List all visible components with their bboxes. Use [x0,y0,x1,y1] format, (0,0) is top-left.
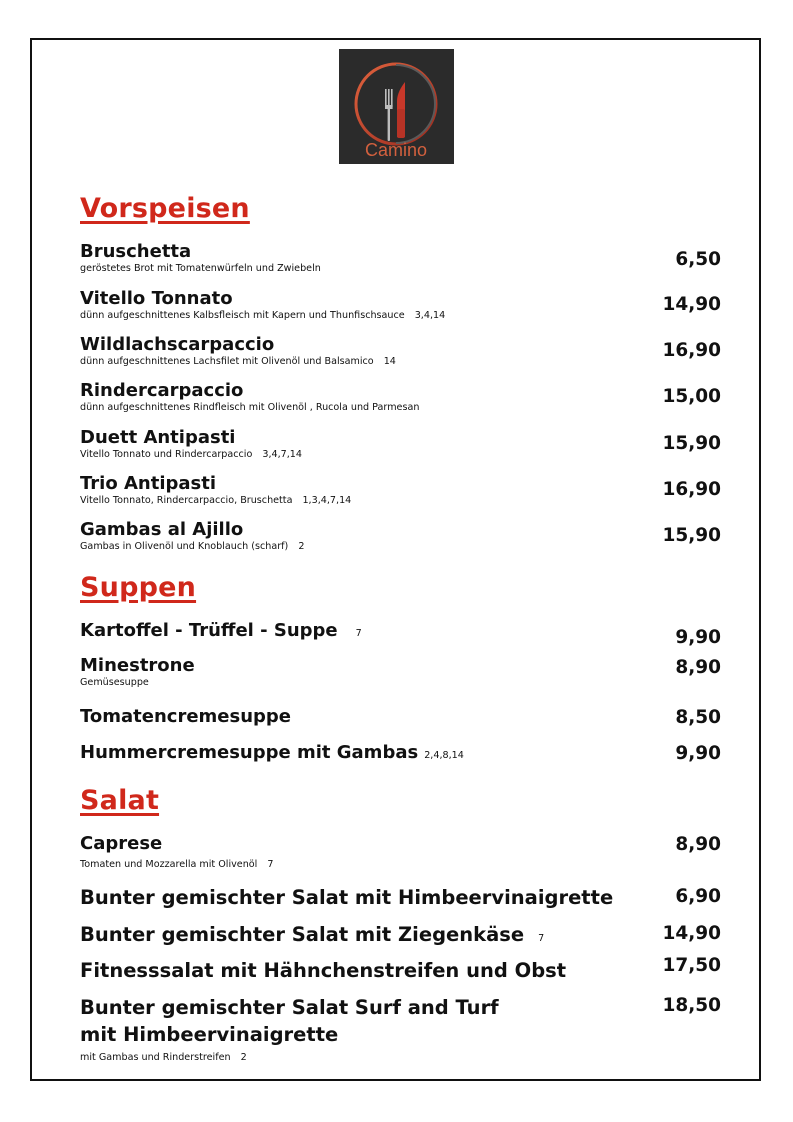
item-price: 8,50 [675,707,721,728]
menu-item [80,743,721,766]
item-description: Gemüsesuppe [80,677,149,688]
item-price: 14,90 [662,294,721,315]
allergen-codes: 3,4,7,14 [262,449,303,460]
item-price: 6,50 [675,249,721,270]
item-description: Vitello Tonnato, Rindercarpaccio, Bruschetta [80,495,293,506]
item-name: Fitnesssalat mit Hähnchenstreifen und Obst [80,959,567,982]
menu-item [80,428,721,461]
menu-item [80,884,721,911]
item-description: Tomaten und Mozzarella mit Olivenöl [80,859,258,870]
item-price: 15,90 [662,433,721,454]
item-name-line-2: mit Himbeervinaigrette [80,1023,339,1046]
fork-icon [385,89,393,141]
item-name: Caprese [80,833,163,854]
menu-item [80,381,721,414]
item-name: Duett Antipasti [80,427,236,448]
section-title-suppen: Suppen [80,572,197,603]
item-description: dünn aufgeschnittenes Rindfleisch mit Olivenöl , Rucola und Parmesan [80,402,420,413]
menu-item [80,994,721,1064]
allergen-codes: 14 [383,356,396,367]
item-name: Kartoffel - Trüffel - Suppe [80,620,338,641]
menu-item [80,957,721,984]
item-name: Gambas al Ajillo [80,519,244,540]
section-title-salat: Salat [80,785,160,816]
section-title-vorspeisen: Vorspeisen [80,193,250,224]
item-name: Vitello Tonnato [80,288,233,309]
allergen-codes: 7 [355,628,362,639]
item-name: Rindercarpaccio [80,380,244,401]
item-price: 17,50 [662,955,721,976]
item-description: geröstetes Brot mit Tomatenwürfeln und Zwiebeln [80,263,321,274]
menu-item [80,921,721,952]
allergen-codes: 2,4,8,14 [424,750,464,761]
item-description: mit Gambas und Rinderstreifen [80,1052,231,1063]
menu-item [80,707,721,727]
item-name: Bruschetta [80,241,192,262]
menu-item [80,242,721,275]
item-price: 16,90 [662,479,721,500]
item-price: 9,90 [675,743,721,764]
knife-icon [397,82,405,138]
menu-item [80,656,721,689]
item-description: dünn aufgeschnittenes Lachsfilet mit Olivenöl und Balsamico [80,356,374,367]
allergen-codes: 7 [538,933,545,944]
item-name: Minestrone [80,655,195,676]
menu-item [80,289,721,322]
item-price: 8,90 [675,834,721,855]
menu-item [80,335,721,368]
item-name: Tomatencremesuppe [80,706,292,727]
logo-wordmark: Camino [364,140,428,160]
item-price: 6,90 [675,886,721,907]
item-price: 14,90 [662,923,721,944]
menu-item [80,834,721,871]
item-description: dünn aufgeschnittenes Kalbsfleisch mit Kapern und Thunfischsauce [80,310,405,321]
item-price: 8,90 [675,657,721,678]
item-price: 9,90 [675,627,721,648]
item-name: Bunter gemischter Salat mit Ziegenkäse [80,923,525,946]
item-name: Bunter gemischter Salat mit Himbeervinaigrette [80,886,614,909]
item-name: Trio Antipasti [80,473,217,494]
item-description: Gambas in Olivenöl und Knoblauch (scharf) [80,541,289,552]
menu-item [80,620,721,648]
allergen-codes: 7 [267,859,274,870]
allergen-codes: 2 [298,541,305,552]
allergen-codes: 2 [240,1052,247,1063]
allergen-codes: 3,4,14 [414,310,446,321]
menu-item [80,520,721,553]
menu-item [80,474,721,507]
item-description: Vitello Tonnato und Rindercarpaccio [80,449,253,460]
item-name: Hummercremesuppe mit Gambas [80,742,419,763]
item-price: 18,50 [662,995,721,1016]
restaurant-logo [339,49,454,164]
item-name: Bunter gemischter Salat Surf and Turf [80,996,499,1019]
item-name: Wildlachscarpaccio [80,334,275,355]
allergen-codes: 1,3,4,7,14 [302,495,352,506]
item-price: 16,90 [662,340,721,361]
item-price: 15,90 [662,525,721,546]
item-price: 15,00 [662,386,721,407]
